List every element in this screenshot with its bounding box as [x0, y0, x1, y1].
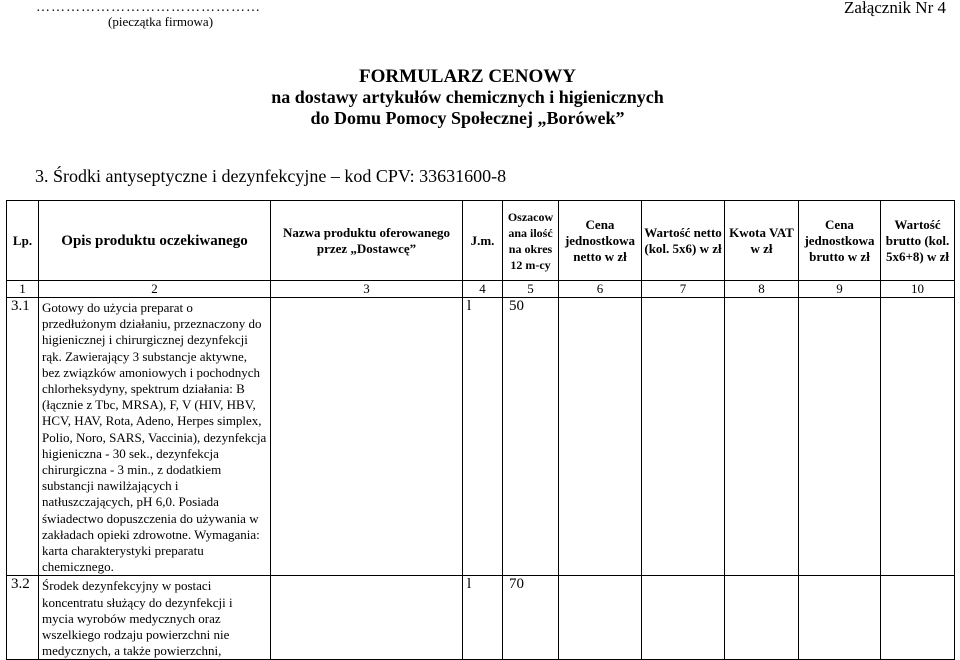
- header-gross-value: Wartość brutto (kol. 5x6+8) w zł: [881, 201, 955, 281]
- col-number: 10: [881, 281, 955, 298]
- row-quantity: 50: [503, 298, 559, 576]
- stamp-dots: ………………………………………: [36, 0, 261, 15]
- col-number: 7: [642, 281, 725, 298]
- row-description: Gotowy do użycia preparat o przedłużonym działaniu, przeznaczony do higienicznej i chirurgicznej dezynfekcji rąk. Zawierający 3 substancje aktywne, bez związków amoniowych i pochodnych chlorheksydyny, spektrum działania: B (łącznie z Tbc, MRSA), F, V (HIV, HBV, HCV, HAV, Rota, Adeno, Herpes simplex, Polio, Noro, SARS, Vaccinia), dezynfekcja higieniczna - 30 sek., dezynfekcja chirurgiczna - 3 min., z dodatkiem substancji nawilżających i natłuszczających, pH 6,0. Posiada świadectwo dopuszczenia do używania w zakładach opieki zdrowotne. Wymagania: karta charakterystyki preparatu chemicznego.: [39, 298, 271, 576]
- col-number: 1: [7, 281, 39, 298]
- row-lp: 3.1: [7, 298, 39, 576]
- header-unit-net-price: Cena jednostkowa netto w zł: [559, 201, 642, 281]
- row-unit-net-price-cell[interactable]: [559, 298, 642, 576]
- header-quantity: Oszacow ana ilość na okres 12 m-cy: [503, 201, 559, 281]
- annex-label: Załącznik Nr 4: [844, 0, 946, 17]
- header-product-name: Nazwa produktu oferowanego przez „Dostawcę”: [271, 201, 463, 281]
- col-number: 6: [559, 281, 642, 298]
- header-unit: J.m.: [463, 201, 503, 281]
- col-number: 8: [725, 281, 799, 298]
- table-row: [7, 298, 955, 576]
- row-gross-value-cell[interactable]: [881, 298, 955, 576]
- price-table: [6, 200, 955, 660]
- row-quantity: 70: [503, 576, 559, 660]
- header-row: [7, 201, 955, 281]
- row-net-value-cell[interactable]: [642, 576, 725, 660]
- row-vat-cell[interactable]: [725, 298, 799, 576]
- col-number: 3: [271, 281, 463, 298]
- row-unit-gross-price-cell[interactable]: [799, 576, 881, 660]
- table-row: [7, 576, 955, 660]
- row-gross-value-cell[interactable]: [881, 576, 955, 660]
- col-number: 4: [463, 281, 503, 298]
- row-unit: l: [463, 576, 503, 660]
- form-title: [0, 66, 935, 129]
- row-description: Środek dezynfekcyjny w postaci koncentratu służący do dezynfekcji i mycia wyrobów medycznych oraz wszelkiego rodzaju powierzchni nie medycznych, a także powierzchni,: [39, 576, 271, 660]
- row-net-value-cell[interactable]: [642, 298, 725, 576]
- col-number: 2: [39, 281, 271, 298]
- row-lp: 3.2: [7, 576, 39, 660]
- form-title-line1: FORMULARZ CENOWY: [359, 66, 576, 87]
- row-unit-gross-price-cell[interactable]: [799, 298, 881, 576]
- section-heading: 3. Środki antyseptyczne i dezynfekcyjne – kod CPV: 33631600-8: [35, 166, 507, 186]
- row-unit-net-price-cell[interactable]: [559, 576, 642, 660]
- row-vat-cell[interactable]: [725, 576, 799, 660]
- row-product-name-cell[interactable]: [271, 576, 463, 660]
- header-unit-gross-price: Cena jednostkowa brutto w zł: [799, 201, 881, 281]
- form-title-line3: do Domu Pomocy Społecznej „Borówek”: [310, 108, 625, 128]
- form-title-line2: na dostawy artykułów chemicznych i higienicznych: [271, 87, 664, 107]
- column-number-row: [7, 281, 955, 298]
- header-net-value: Wartość netto (kol. 5x6) w zł: [642, 201, 725, 281]
- company-stamp-label: (pieczątka firmowa): [108, 14, 214, 29]
- header-description: Opis produktu oczekiwanego: [39, 201, 271, 281]
- col-number: 5: [503, 281, 559, 298]
- header-lp: Lp.: [7, 201, 39, 281]
- row-unit: l: [463, 298, 503, 576]
- col-number: 9: [799, 281, 881, 298]
- row-product-name-cell[interactable]: [271, 298, 463, 576]
- header-vat: Kwota VAT w zł: [725, 201, 799, 281]
